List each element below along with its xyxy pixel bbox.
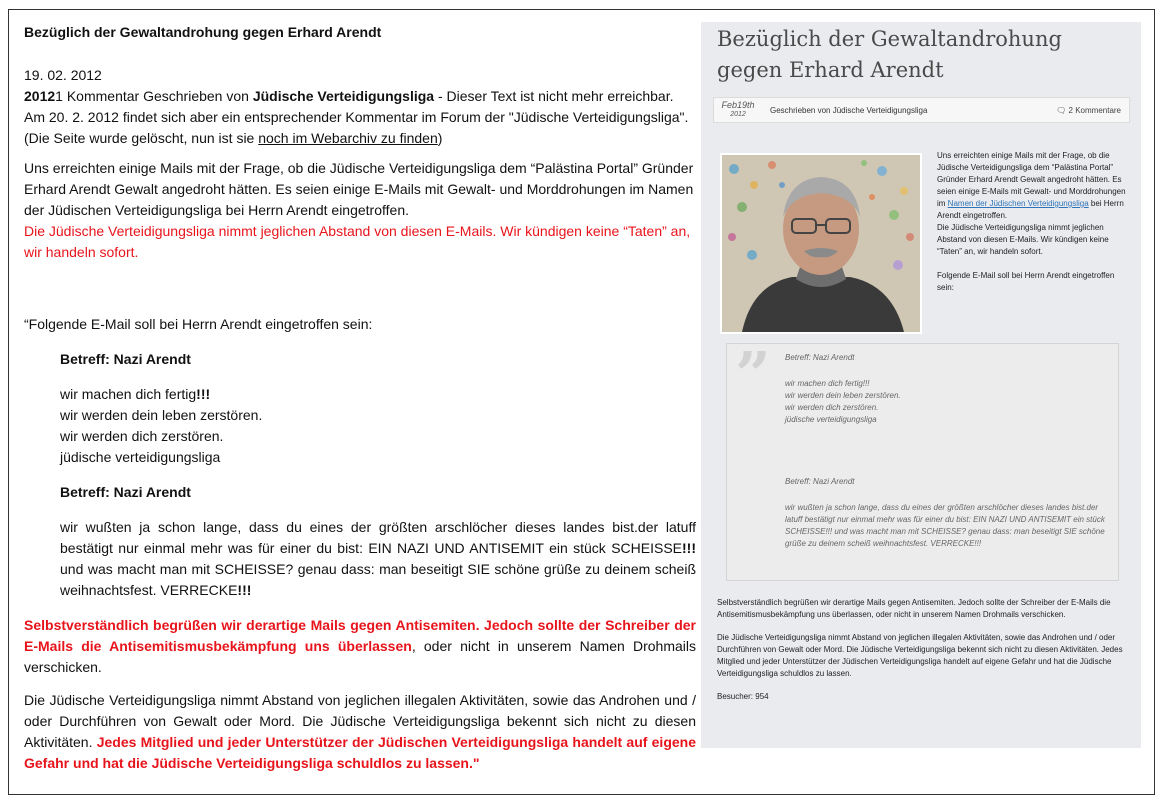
comments-link[interactable] bbox=[1056, 106, 1121, 115]
mail-intro: “Folgende E-Mail soll bei Herrn Arendt eingetroffen sein: bbox=[24, 316, 373, 332]
forum-note: Am 20. 2. 2012 findet sich aber ein entsprechender Kommentar im Forum der "Jüdische Verteidigungsliga". bbox=[24, 109, 689, 125]
meta-year: 2012 bbox=[24, 88, 56, 104]
quote2 bbox=[785, 476, 1115, 550]
screenshot-intro-3: Folgende E-Mail soll bei Herrn Arendt eingetroffen sein: bbox=[937, 271, 1115, 292]
article-title: Bezüglich der Gewaltandrohung gegen Erhard Arendt bbox=[24, 24, 382, 40]
post-meta-bar bbox=[713, 97, 1130, 123]
article-left bbox=[24, 22, 696, 774]
quote1-line4: jüdische verteidigungsliga bbox=[785, 415, 877, 424]
screenshot-intro-text: Uns erreichten einige Mails mit der Frage, ob die Jüdische Verteidigungsliga dem “Palästina Portal” Gründer Erhard Arendt Gewalt angedroht hätten. Es seien einige E-Mails mit Gewalt- und Morddrohungen im bbox=[937, 151, 1126, 208]
quote1-line2: wir werden dein leben zerstören. bbox=[785, 391, 901, 400]
quote1 bbox=[785, 352, 1115, 426]
post-date bbox=[720, 101, 756, 119]
screenshot-bottom-1: Selbstverständlich begrüßen wir derartige Mails gegen Antisemiten. Jedoch sollte der Schreiber der E-Mails die Antisemitismusbekämpfung uns überlassen, oder nicht in unserem Namen Drohmails verschicken. bbox=[717, 598, 1111, 619]
quote1-line3: wir werden dich zerstören. bbox=[785, 403, 879, 412]
closing-2-text: Die Jüdische Verteidigungsliga nimmt Abstand von jeglichen illegalen Aktivitäten, sowie das Androhen und / oder Durchführen von Gewalt oder Mord. Die Jüdische Verteidigungsliga bekennt sich nicht zu diesen Aktivitäten. bbox=[24, 692, 696, 750]
screenshot-bottom-2: Die Jüdische Verteidigungsliga nimmt Abstand von jeglichen illegalen Aktivitäten, sowie das Androhen und / oder Durchführen von Gewalt oder Mord. Die Jüdische Verteidigungsliga bekennt sich nicht zu diesen Aktivitäten. Jedes Mitglied und jeder Unterstützer der Jüdischen Verteidigungsliga handelt auf eigene Gefahr und hat die Jüdische Verteidigungsliga schuldlos zu lassen. bbox=[717, 633, 1123, 678]
comment-bubble-icon: 🗨 bbox=[1056, 106, 1067, 115]
webarchive-link[interactable]: noch im Webarchiv zu finden bbox=[258, 130, 438, 146]
screenshot-title: Bezüglich der Gewaltandrohung gegen Erhard Arendt bbox=[717, 27, 1062, 82]
closing-1-red: Selbstverständlich begrüßen wir derartige Mails gegen Antisemiten. Jedoch sollte der Schreiber der E-Mails die Antisemitismusbekämpfung uns überlassen bbox=[24, 617, 696, 654]
mail1-line3: wir werden dich zerstören. bbox=[60, 428, 224, 444]
mail1-line4: jüdische verteidigungsliga bbox=[60, 449, 221, 465]
meta-text: 1 Kommentar Geschrieben von bbox=[55, 88, 253, 104]
quote2-subject: Betreff: Nazi Arendt bbox=[785, 477, 855, 486]
mail1-line1 bbox=[60, 384, 696, 405]
screenshot-intro-2: Die Jüdische Verteidigungsliga nimmt jeglichen Abstand von diesen E-Mails. Wir kündigen keine “Taten” an, wir handeln sofort. bbox=[937, 223, 1109, 256]
portrait-photo bbox=[720, 153, 922, 334]
mail2-body bbox=[60, 517, 696, 601]
quote1-subject: Betreff: Nazi Arendt bbox=[785, 353, 855, 362]
quote1-line1: wir machen dich fertig!!! bbox=[785, 379, 870, 388]
post-date-day: Feb19th bbox=[721, 100, 755, 110]
mail1-line2: wir werden dein leben zerstören. bbox=[60, 407, 263, 423]
screenshot-footer-text bbox=[717, 597, 1131, 714]
comments-count: 2 Kommentare bbox=[1068, 106, 1121, 115]
mail1-line1-excl: !!! bbox=[196, 386, 211, 402]
quote2-body: wir wußten ja schon lange, dass du eines der größten arschlöcher dieses landes bist.der latuff bestätigt nur einmal mehr was für einer du bist: EIN NAZI UND ANTISEMIT ein stück SCHEISSE!!! und was macht man mit SCHEISSE? genau dass: man beseitigt SIE schöne grüße zu deinem scheiß weihnachtsfest. VERRECKE!!! bbox=[785, 503, 1105, 548]
archived-screenshot bbox=[701, 22, 1141, 748]
archive-text: (Die Seite wurde gelöscht, nun ist sie bbox=[24, 130, 259, 146]
quoted-mails-box bbox=[726, 338, 1119, 581]
closing-paragraph-1 bbox=[24, 615, 696, 678]
archive-text-end: ) bbox=[437, 130, 443, 146]
jvl-link[interactable]: Namen der Jüdischen Verteidigungsliga bbox=[947, 199, 1089, 208]
closing-2-red: Jedes Mitglied und jeder Unterstützer der Jüdischen Verteidigungsliga handelt auf eigene Gefahr und hat die Jüdische Verteidigungsliga schuldlos zu lassen." bbox=[24, 734, 696, 771]
screenshot-intro-1 bbox=[937, 150, 1132, 222]
closing-1-rest: , oder nicht in unserem Namen Drohmails verschicken. bbox=[24, 638, 696, 675]
quote-mark-icon: ” bbox=[735, 338, 771, 411]
visitor-counter: Besucher: 954 bbox=[717, 692, 769, 701]
meta-author: Jüdische Verteidigungsliga bbox=[252, 88, 435, 104]
meta-text-2: - Dieser Text ist nicht mehr erreichbar. bbox=[434, 88, 674, 104]
mail2-excl-1: !!! bbox=[682, 540, 696, 556]
screenshot-intro bbox=[937, 150, 1132, 294]
intro-paragraph-red: Die Jüdische Verteidigungsliga nimmt jeglichen Abstand von diesen E-Mails. Wir kündigen keine “Taten” an, wir handeln sofort. bbox=[24, 223, 691, 260]
mail2-text-b: und was macht man mit SCHEISSE? genau dass: man beseitigt SIE schöne grüße zu deinem scheiß weihnachtsfest. VERRECKE bbox=[60, 561, 696, 598]
mail2-text-a: wir wußten ja schon lange, dass du eines der größten arschlöcher dieses landes bist.der latuff bestätigt nur einmal mehr was für einer du bist: EIN NAZI UND ANTISEMIT ein stück SCHEISSE bbox=[60, 519, 696, 556]
mail1-line1-text: wir machen dich fertig bbox=[60, 386, 197, 402]
article-meta-line bbox=[24, 86, 696, 107]
post-date-year: 2012 bbox=[730, 111, 746, 118]
screenshot-intro-text-2: bei Herrn Arendt eingetroffen. bbox=[937, 199, 1124, 220]
closing-paragraph-2 bbox=[24, 690, 696, 774]
mail1-subject: Betreff: Nazi Arendt bbox=[60, 351, 191, 367]
article-date: 19. 02. 2012 bbox=[24, 67, 102, 83]
mail2-excl-2: !!! bbox=[237, 582, 252, 598]
mail2-subject: Betreff: Nazi Arendt bbox=[60, 484, 191, 500]
intro-paragraph: Uns erreichten einige Mails mit der Frage, ob die Jüdische Verteidigungsliga dem “Palästina Portal” Gründer Erhard Arendt Gewalt angedroht hätten. Es seien einige E-Mails mit Gewalt- und Morddrohungen im Namen der Jüdischen Verteidigungsliga bei Herrn Arendt eingetroffen. bbox=[24, 160, 694, 218]
portrait-image bbox=[722, 155, 920, 332]
archive-note bbox=[24, 128, 696, 149]
post-author[interactable]: Geschrieben von Jüdische Verteidigungsliga bbox=[770, 106, 928, 115]
